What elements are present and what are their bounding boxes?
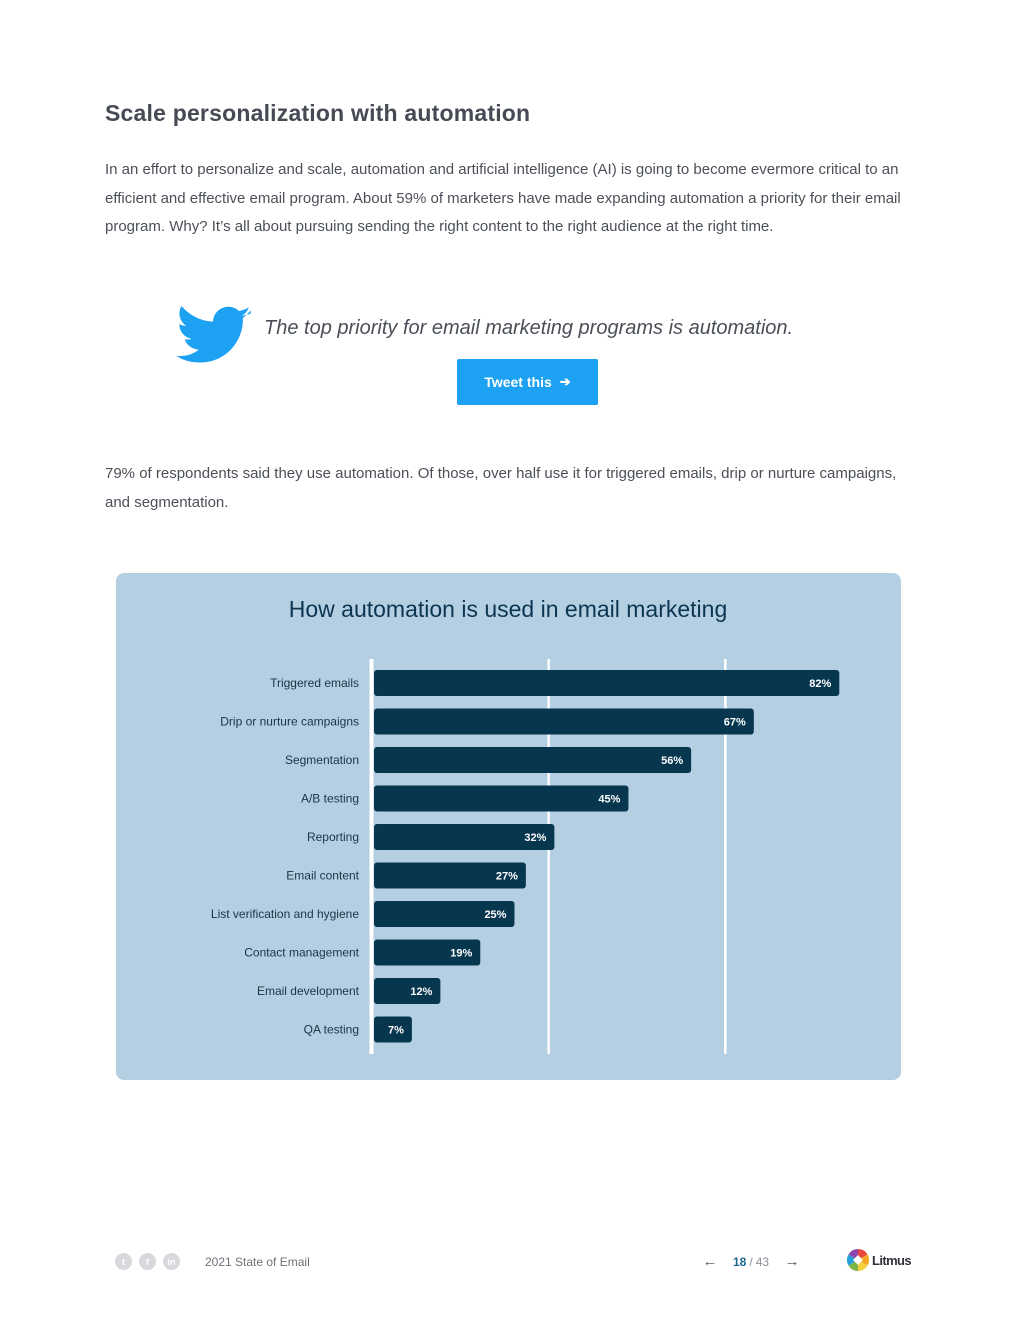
- bar-value-label: 67%: [723, 716, 746, 729]
- bar-value-label: 45%: [598, 793, 621, 806]
- page-navigator: [701, 1253, 801, 1270]
- category-label: List verification and hygiene: [210, 907, 359, 921]
- document-title: 2021 State of Email: [205, 1255, 310, 1269]
- category-label: Email content: [286, 868, 359, 883]
- bar: [374, 670, 839, 696]
- tweet-button-label: Tweet this: [484, 374, 552, 390]
- automation-paragraph: 79% of respondents said they use automation. Of those, over half use it for triggered emails, drip or nurture campaigns, and segmentation.: [105, 465, 897, 511]
- automation-bar-chart: [116, 573, 901, 1080]
- facebook-icon[interactable]: f: [139, 1253, 156, 1270]
- category-label: Email development: [256, 984, 359, 998]
- bar-value-label: 82%: [809, 678, 832, 690]
- bar-value-label: 19%: [450, 947, 473, 960]
- chart-title: How automation is used in email marketing: [288, 596, 728, 622]
- tweet-this-button[interactable]: [457, 359, 598, 405]
- current-page: 18: [733, 1254, 747, 1269]
- category-label: Segmentation: [284, 753, 359, 767]
- tweet-quote: The top priority for email marketing programs is automation.: [264, 317, 794, 339]
- category-label: A/B testing: [300, 791, 359, 806]
- bar-value-label: 56%: [661, 755, 684, 767]
- category-label: QA testing: [303, 1022, 359, 1037]
- arrow-left-icon[interactable]: ←: [702, 1253, 718, 1270]
- total-pages: 43: [755, 1254, 770, 1269]
- arrow-right-icon: ➔: [559, 374, 571, 389]
- page-heading: Scale personalization with automation: [105, 100, 531, 126]
- intro-paragraph: In an effort to personalize and scale, automation and artificial intelligence (AI) is going to become evermore critical to an efficient and effective email program. About 59% of marketers have made expanding automation a priority for their email program. Why? It’s all about pursuing sending the right content to the right audience at the right time.: [105, 161, 901, 235]
- bar-value-label: 32%: [524, 832, 547, 844]
- bar-value-label: 25%: [484, 909, 507, 921]
- litmus-logo-mark-icon: [847, 1249, 869, 1271]
- logo-text: Litmus: [872, 1252, 912, 1268]
- bar-value-label: 12%: [410, 986, 433, 998]
- chart-panel: [116, 573, 901, 1080]
- category-label: Contact management: [244, 945, 359, 960]
- category-label: Drip or nurture campaigns: [220, 714, 359, 729]
- arrow-right-icon[interactable]: →: [784, 1253, 800, 1270]
- page-separator: /: [749, 1254, 753, 1269]
- linkedin-icon[interactable]: in: [163, 1253, 180, 1270]
- twitter-bird-icon: [176, 306, 252, 368]
- bar: [374, 786, 628, 812]
- twitter-icon[interactable]: t: [115, 1253, 132, 1270]
- bar: [374, 709, 754, 735]
- bar-value-label: 7%: [387, 1024, 404, 1037]
- litmus-logo: [847, 1249, 911, 1271]
- category-label: Triggered emails: [270, 676, 359, 690]
- social-share-icons: [115, 1253, 180, 1270]
- bar-value-label: 27%: [495, 870, 518, 883]
- category-label: Reporting: [306, 830, 359, 844]
- bar: [374, 747, 691, 773]
